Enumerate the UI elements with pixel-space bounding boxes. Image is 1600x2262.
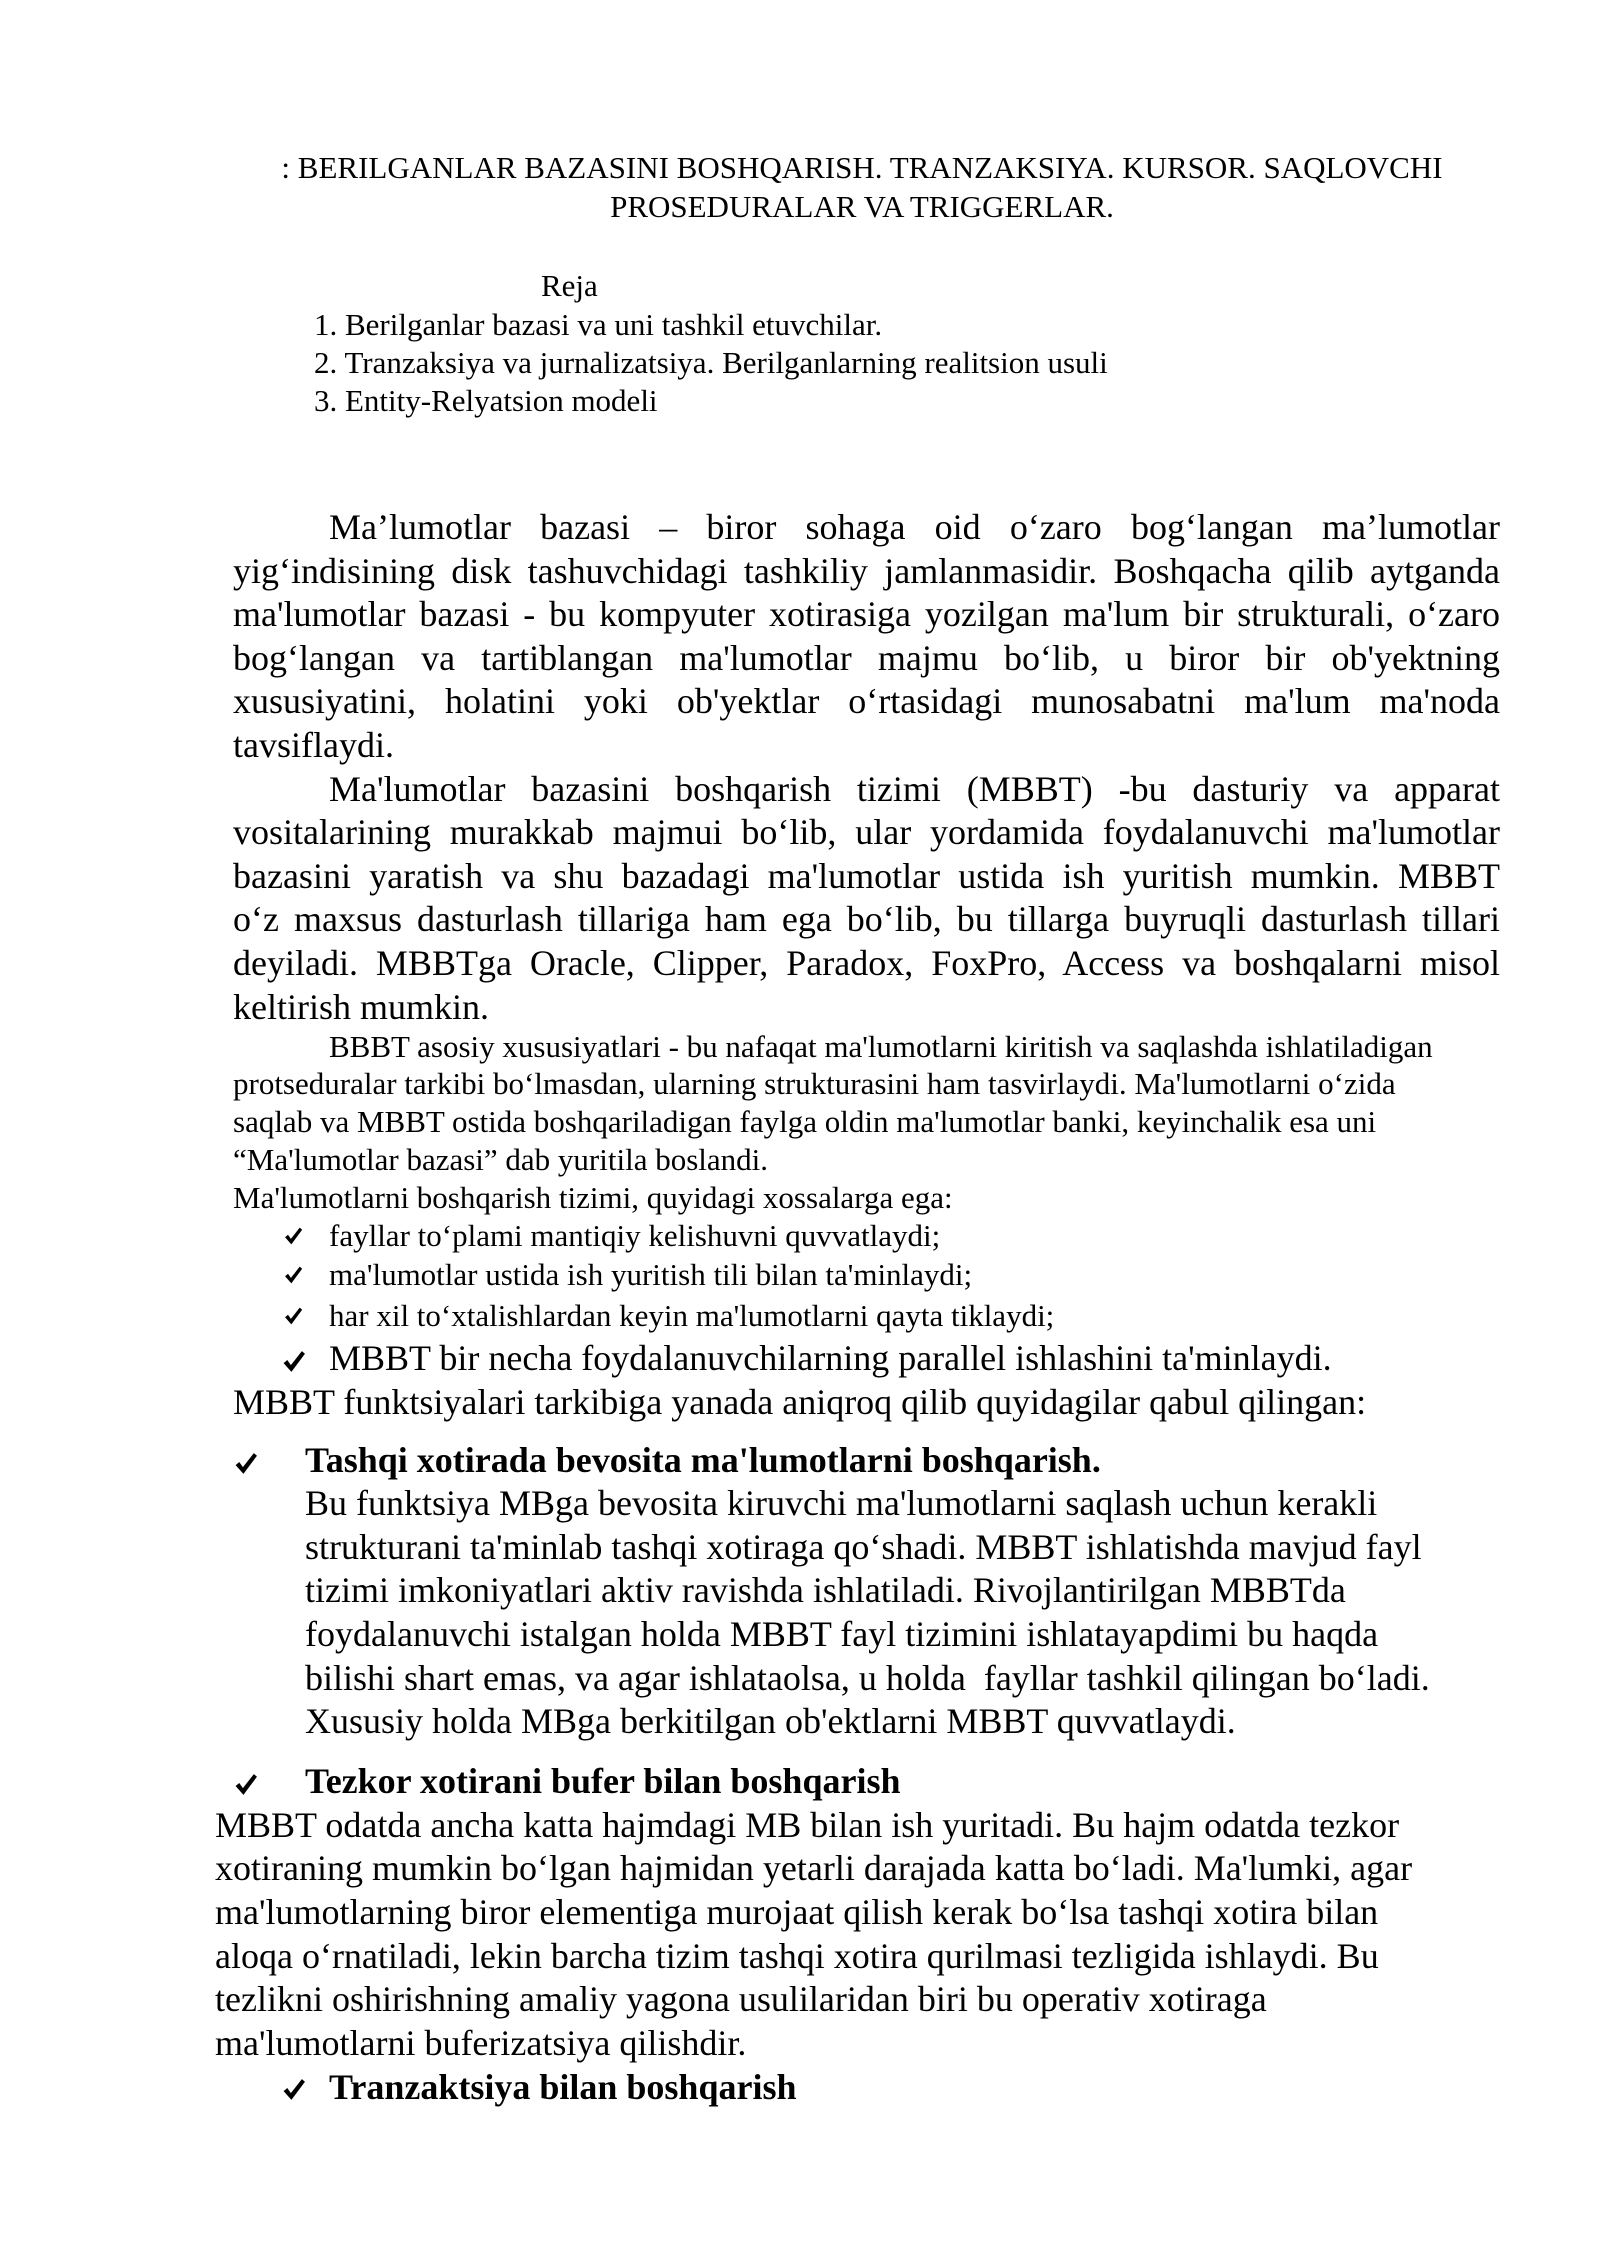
plan-item: 1. Berilganlar bazasi va uni tashkil etuvchilar. [314, 307, 883, 342]
checkmark-icon [281, 1348, 306, 1375]
checkmark-icon [281, 2076, 306, 2103]
section-line: bilishi shart emas, va agar ishlataolsa, u holda fayllar tashkil qilingan bo‘ladi. [305, 1657, 1430, 1698]
paragraph-line: BBBT asosiy xususiyatlari - bu nafaqat ma'lumotlarni kiritish va saqlashda ishlatiladigan [329, 1028, 1433, 1064]
paragraph-line: o‘z maxsus dasturlash tillariga ham ega bo‘lib, bu tillarga buyruqli dasturlash tillari [233, 899, 1500, 940]
paragraph-3 [233, 1028, 1533, 1179]
checkmark-icon [233, 1450, 258, 1477]
checkmark-icon [233, 1771, 258, 1798]
section-line: aloqa o‘rnatiladi, lekin barcha tizim tashqi xotira qurilmasi tezligida ishlaydi. Bu [215, 1935, 1379, 1976]
paragraph-line: deyiladi. MBBTga Oracle, Clipper, Paradox, FoxPro, Access va boshqalarni misol [233, 942, 1500, 983]
paragraph-1 [233, 506, 1500, 768]
section-heading: Tranzaktsiya bilan boshqarish [329, 2066, 797, 2107]
section-heading: Tezkor xotirani bufer bilan boshqarish [305, 1761, 901, 1801]
property-item: har xil to‘xtalishlardan keyin ma'lumotlarni qayta tiklaydi; [329, 1298, 1055, 1333]
section-line: tizimi imkoniyatlari aktiv ravishda ishlatiladi. Rivojlantirilgan MBBTda [305, 1570, 1346, 1611]
paragraph-line: tavsiflaydi. [233, 724, 394, 765]
paragraph-line: saqlab va MBBT ostida boshqariladigan faylga oldin ma'lumotlar banki, keyinchalik esa uni [233, 1104, 1377, 1140]
property-item: ma'lumotlar ustida ish yuritish tili bilan ta'minlaydi; [329, 1257, 973, 1292]
plan-item: 2. Tranzaksiya va jurnalizatsiya. Berilganlarning realitsion usuli [314, 345, 1108, 380]
checkmark-icon [283, 1225, 303, 1247]
title-line-1: : BERILGANLAR BAZASINI BOSHQARISH. TRANZAKSIYA. KURSOR. SAQLOVCHI [281, 150, 1443, 185]
section-line: ma'lumotlarning biror elementiga murojaat qilish kerak bo‘lsa tashqi xotira bilan [215, 1891, 1379, 1932]
section-line: Xususiy holda MBga berkitilgan ob'ektlarni MBBT quvvatlaydi. [305, 1701, 1236, 1742]
checkmark-icon [283, 1264, 303, 1286]
title-line-2: PROSEDURALAR VA TRIGGERLAR. [610, 189, 1114, 224]
paragraph-line: yig‘indisining disk tashuvchidagi tashkiliy jamlanmasidir. Boshqacha qilib aytganda [233, 550, 1500, 591]
plan-heading: Reja [541, 268, 598, 303]
section-line: MBBT odatda ancha katta hajmdagi MB bilan ish yuritadi. Bu hajm odatda tezkor [215, 1804, 1400, 1845]
property-item: MBBT bir necha foydalanuvchilarning parallel ishlashini ta'minlaydi. [329, 1338, 1332, 1378]
section-line: Bu funktsiya MBga bevosita kiruvchi ma'lumotlarni saqlash uchun kerakli [305, 1483, 1378, 1524]
paragraph-line: keltirish mumkin. [233, 986, 489, 1027]
property-item: fayllar to‘plami mantiqiy kelishuvni quvvatlaydi; [329, 1218, 941, 1253]
paragraph-line: ma'lumotlar bazasi - bu kompyuter xotirasiga yozilgan ma'lum bir strukturali, o‘zaro [233, 594, 1500, 635]
section-body [305, 1482, 1430, 1744]
paragraph-line: xususiyatini, holatini yoki ob'yektlar o‘rtasidagi munosabatni ma'lum ma'noda [233, 681, 1500, 722]
plan-item: 3. Entity-Relyatsion modeli [314, 383, 658, 418]
section-body [215, 1804, 1412, 2066]
paragraph-line: bazasini yaratish va shu bazadagi ma'lumotlar ustida ish yuritish mumkin. MBBT [233, 855, 1500, 896]
paragraph-2 [233, 768, 1500, 1030]
section-line: tezlikni oshirishning amaliy yagona usulilaridan biri bu operativ xotiraga [215, 1979, 1267, 2020]
section-line: ma'lumotlarni buferizatsiya qilishdir. [215, 2022, 747, 2063]
paragraph-line: “Ma'lumotlar bazasi” dab yuritila boslandi. [233, 1141, 769, 1177]
checkmark-icon [283, 1305, 303, 1327]
functions-intro: MBBT funktsiyalari tarkibiga yanada aniqroq qilib quyidagilar qabul qilingan: [233, 1381, 1367, 1422]
paragraph-line: Ma'lumotlar bazasini boshqarish tizimi (MBBT) -bu dasturiy va apparat [329, 768, 1500, 809]
section-line: foydalanuvchi istalgan holda MBBT fayl tizimini ishlatayapdimi bu haqda [305, 1614, 1379, 1655]
section-line: xotiraning mumkin bo‘lgan hajmidan yetarli darajada katta bo‘ladi. Ma'lumki, agar [215, 1848, 1413, 1889]
paragraph-line: vositalarining murakkab majmui bo‘lib, ular yordamida foydalanuvchi ma'lumotlar [233, 812, 1500, 853]
paragraph-line: Ma’lumotlar bazasi – biror sohaga oid o‘zaro bog‘langan ma’lumotlar [329, 507, 1500, 547]
paragraph-line: protseduralar tarkibi bo‘lmasdan, ularning strukturasini ham tasvirlaydi. Ma'lumotlarni o‘zida [233, 1066, 1396, 1102]
section-heading: Tashqi xotirada bevosita ma'lumotlarni boshqarish. [305, 1439, 1101, 1480]
paragraph-line: bog‘langan va tartiblangan ma'lumotlar majmu bo‘lib, u biror bir ob'yektning [233, 637, 1500, 678]
properties-intro: Ma'lumotlarni boshqarish tizimi, quyidagi xossalarga ega: [233, 1180, 953, 1215]
section-line: strukturani ta'minlab tashqi xotiraga qo‘shadi. MBBT ishlatishda mavjud fayl [305, 1526, 1422, 1567]
